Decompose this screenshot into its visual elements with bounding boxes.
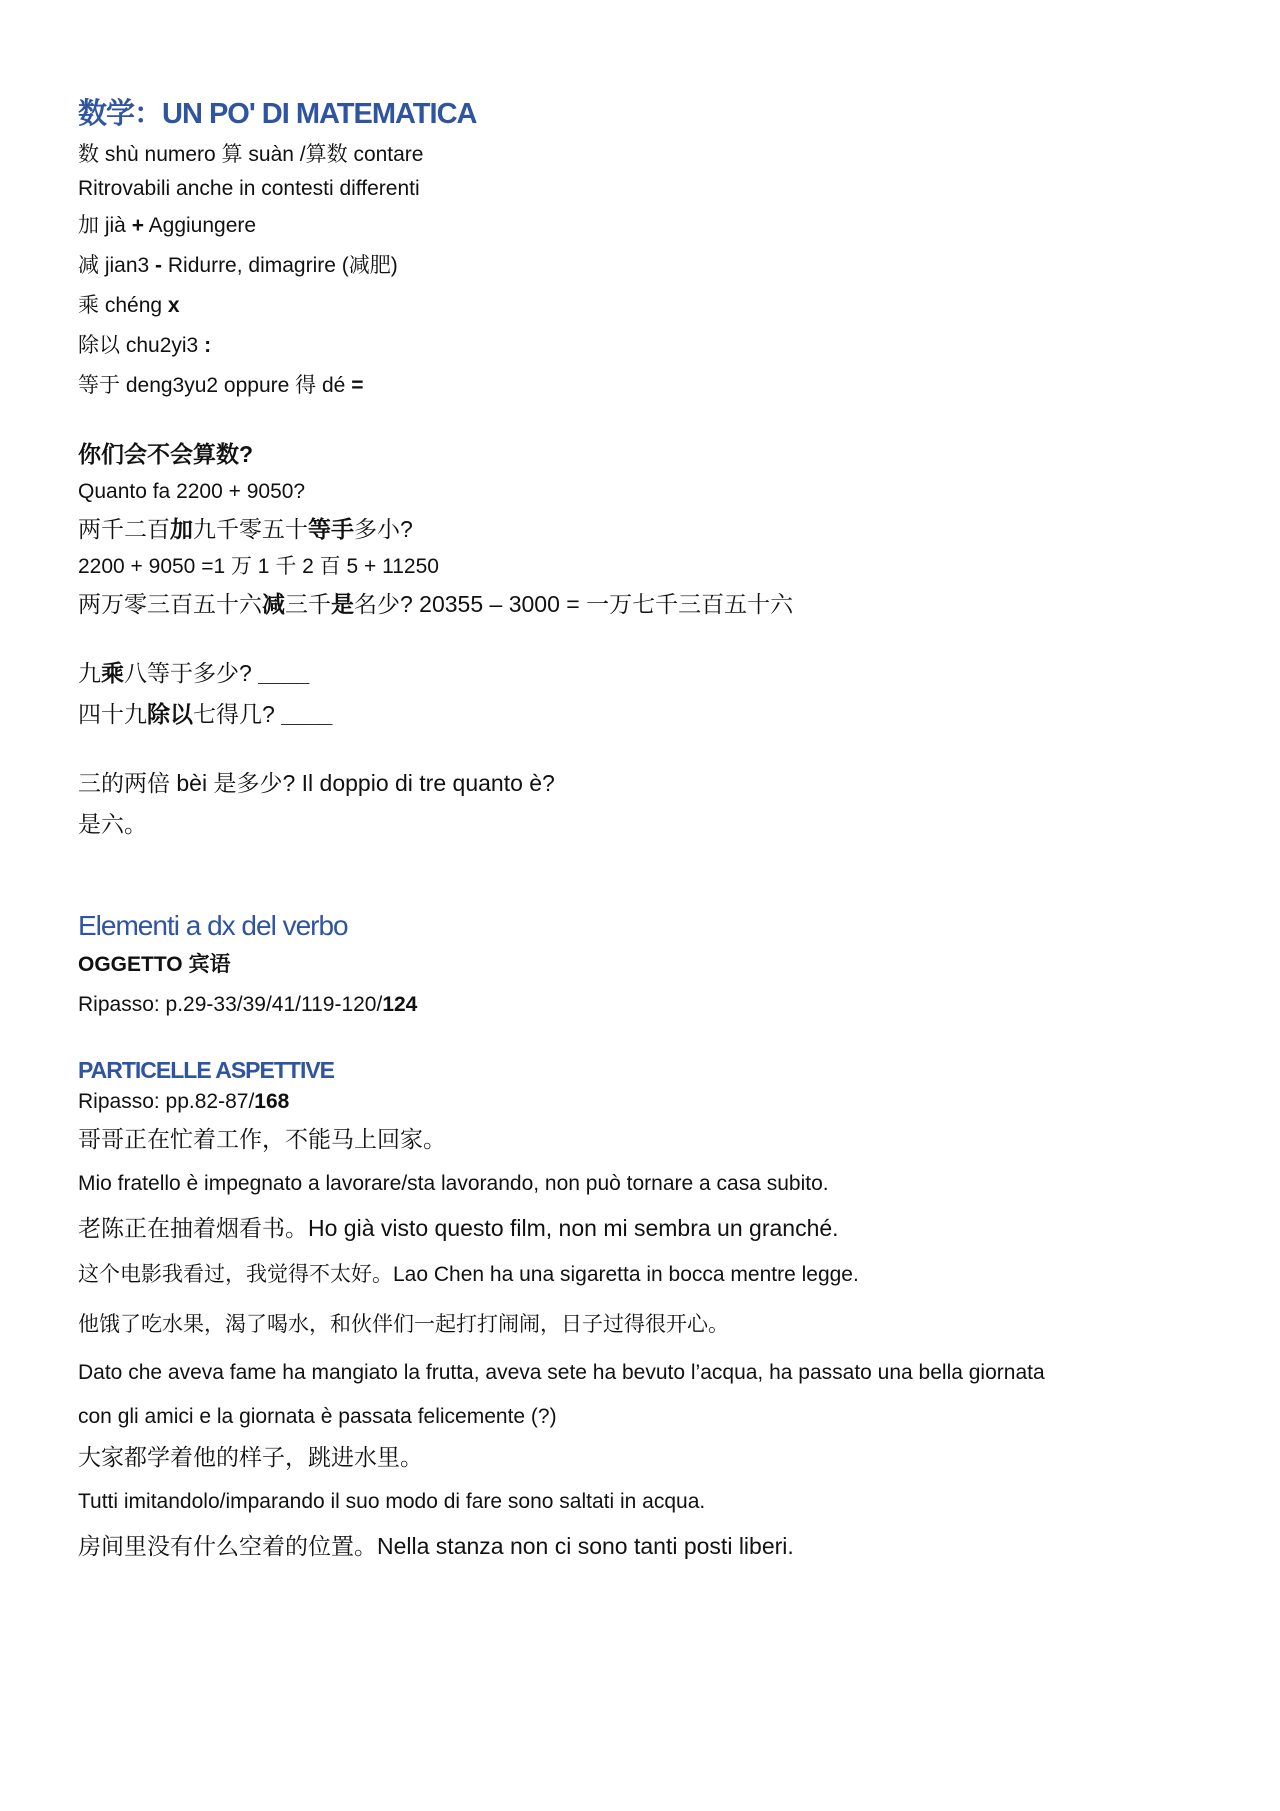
sentence-it-5: Tutti imitandolo/imparando il suo modo di fare sono saltati in acqua. — [78, 1490, 706, 1513]
sentence-it-4b: con gli amici e la giornata è passata felicemente (?) — [78, 1405, 557, 1428]
document-page — [78, 96, 1208, 1567]
exercise-line-quanto-fa: Quanto fa 2200 + 9050? — [78, 480, 306, 503]
exercise-line-subtraction: 两万零三百五十六减三千是名少? 20355 – 3000 = 一万七千三百五十六 — [78, 591, 794, 617]
vocab-line-contesti: Ritrovabili anche in contesti differenti — [78, 177, 420, 200]
exercise-line-chinese-sum: 两千二百加九千零五十等手多小? — [78, 516, 413, 542]
sentence-mixed-2: 老陈正在抽着烟看书。Ho già visto questo film, non mi sembra un granché. — [78, 1215, 839, 1241]
sentence-zh-4: 他饿了吃水果，渴了喝水，和伙伴们一起打打闹闹，日子过得很开心。 — [78, 1313, 729, 1336]
vocab-line-ridurre: 减 jian3 - Ridurre, dimagrire (减肥) — [78, 254, 398, 277]
answer-blank: ____ — [281, 701, 333, 727]
section-title-elementi: Elementi a dx del verbo — [78, 910, 348, 941]
sentence-mixed-6: 房间里没有什么空着的位置。Nella stanza non ci sono tanti posti liberi. — [78, 1533, 794, 1559]
sentence-it-4a: Dato che aveva fame ha mangiato la frutta, aveva sete ha bevuto l’acqua, ha passato una bella giornata — [78, 1361, 1045, 1384]
sentence-zh-1: 哥哥正在忙着工作，不能马上回家。 — [78, 1126, 446, 1152]
oggetto-heading: OGGETTO 宾语 — [78, 953, 231, 976]
exercise-line-doppio: 三的两倍 bèi 是多少? Il doppio di tre quanto è? — [78, 770, 555, 796]
section-title-math: 数学：UN PO' DI MATEMATICA — [78, 98, 477, 130]
vocab-line-dengyu: 等于 deng3yu2 oppure 得 dé = — [78, 374, 364, 397]
answer-blank: ____ — [258, 660, 310, 686]
vocab-line-cheng: 乘 chéng x — [78, 294, 180, 317]
sentence-mixed-3: 这个电影我看过，我觉得不太好。Lao Chen ha una sigaretta in bocca mentre legge. — [78, 1263, 859, 1286]
exercise-line-sum-result: 2200 + 9050 =1 万 1 千 2 百 5 + 11250 — [78, 555, 439, 578]
sentence-it-1: Mio fratello è impegnato a lavorare/sta lavorando, non può tornare a casa subito. — [78, 1172, 829, 1195]
ripasso-particelle: Ripasso: pp.82-87/168 — [78, 1090, 290, 1113]
vocab-line-numero: 数 shù numero 算 suàn /算数 contare — [78, 143, 424, 166]
exercise-line-multiplication: 九乘八等于多少? ____ — [78, 653, 1208, 694]
exercise-question: 你们会不会算数? — [78, 441, 254, 467]
section-title-particelle: PARTICELLE ASPETTIVE — [78, 1057, 335, 1083]
sentence-zh-5: 大家都学着他的样子，跳进水里。 — [78, 1444, 423, 1470]
vocab-line-aggiungere: 加 jià + Aggiungere — [78, 214, 257, 237]
exercise-line-division: 四十九除以七得几? ____ — [78, 694, 1208, 735]
exercise-line-answer: 是六。 — [78, 811, 147, 837]
ripasso-oggetto: Ripasso: p.29-33/39/41/119-120/124 — [78, 993, 418, 1016]
vocab-line-chuyi: 除以 chu2yi3 : — [78, 334, 212, 357]
